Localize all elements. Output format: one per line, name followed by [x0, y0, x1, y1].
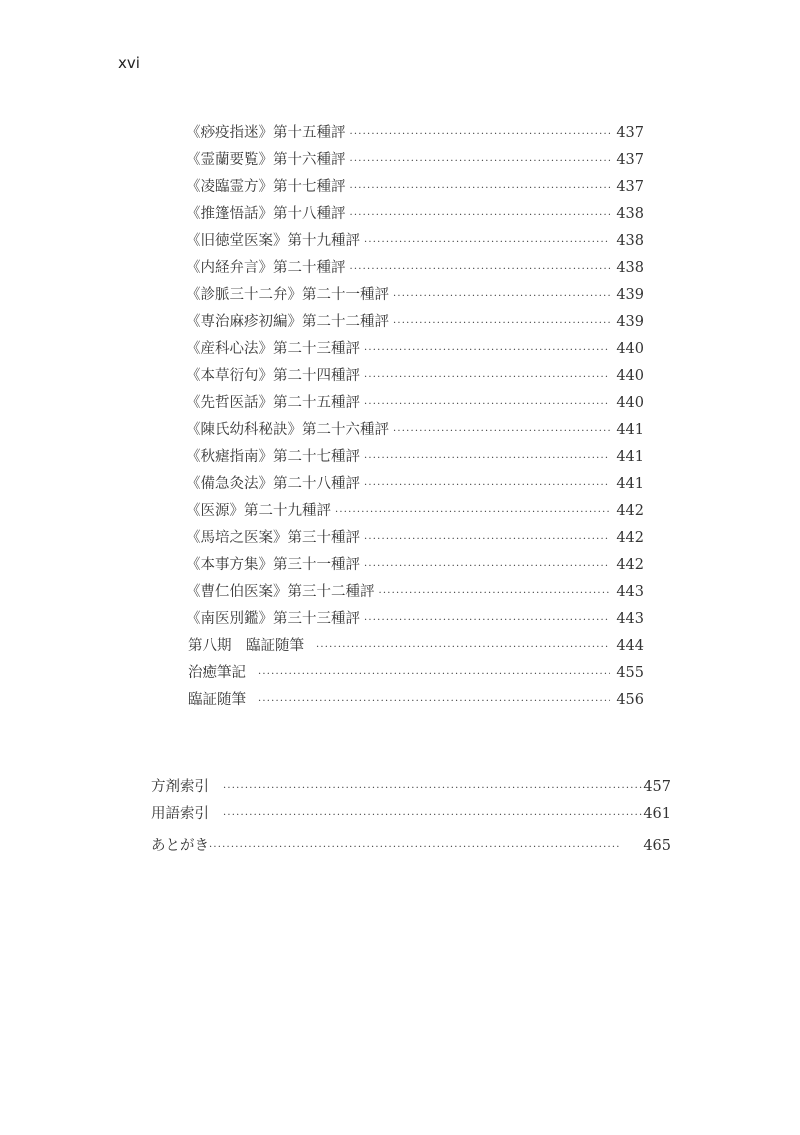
entry-page: 455: [616, 665, 644, 681]
dot-leader: [364, 394, 610, 416]
entry-page: 442: [616, 530, 644, 546]
entry-title: 《陳氏幼科秘訣》第二十六種評: [186, 422, 389, 438]
dot-leader: [335, 502, 610, 524]
entry-page: 438: [616, 206, 644, 222]
entry-page: 442: [616, 557, 644, 573]
toc-entry[interactable]: [186, 230, 644, 252]
entry-page: 440: [616, 341, 644, 357]
dot-leader: [393, 313, 610, 335]
entry-title: 治癒筆記: [188, 665, 246, 681]
dot-leader: [209, 837, 621, 859]
dot-leader: [379, 583, 611, 605]
entry-page: 437: [616, 179, 644, 195]
entry-page: 437: [616, 125, 644, 141]
dot-leader: [364, 475, 610, 497]
toc-entry[interactable]: [186, 581, 644, 603]
dot-leader: [223, 805, 643, 827]
entry-page: 442: [616, 503, 644, 519]
entry-title: 第八期 臨証随筆: [188, 638, 304, 654]
dot-leader: [393, 286, 610, 308]
toc-entry[interactable]: [186, 203, 644, 225]
dot-leader: [223, 778, 643, 800]
entry-title: 《先哲医話》第二十五種評: [186, 395, 360, 411]
toc-entry[interactable]: [186, 284, 644, 306]
entry-title: 《推篷悟話》第十八種評: [186, 206, 346, 222]
entry-page: 444: [616, 638, 644, 654]
toc-entry[interactable]: [186, 365, 644, 387]
toc-entry-term-index[interactable]: [151, 803, 671, 825]
entry-page: 437: [616, 152, 644, 168]
entry-title: 用語索引: [151, 806, 209, 822]
dot-leader: [350, 205, 611, 227]
toc-entry[interactable]: [186, 338, 644, 360]
entry-page: 441: [616, 449, 644, 465]
dot-leader: [316, 637, 610, 659]
page-folio: xvi: [118, 54, 140, 72]
dot-leader: [350, 178, 611, 200]
toc-entry[interactable]: [186, 122, 644, 144]
dot-leader: [364, 448, 610, 470]
dot-leader: [364, 529, 610, 551]
dot-leader: [364, 367, 610, 389]
entry-title: あとがき: [151, 838, 209, 854]
entry-page: 438: [616, 260, 644, 276]
entry-title: 《内経弁言》第二十種評: [186, 260, 346, 276]
entry-page: 441: [616, 422, 644, 438]
entry-title: 方剤索引: [151, 779, 209, 795]
dot-leader: [364, 340, 610, 362]
entry-page: 438: [616, 233, 644, 249]
entry-title: 《曹仁伯医案》第三十二種評: [186, 584, 375, 600]
toc-entry[interactable]: [186, 608, 644, 630]
entry-page: 440: [616, 368, 644, 384]
entry-page: 461: [643, 806, 671, 822]
entry-page: 456: [616, 692, 644, 708]
entry-title: 《旧徳堂医案》第十九種評: [186, 233, 360, 249]
toc-entry[interactable]: [186, 419, 644, 441]
dot-leader: [258, 664, 610, 686]
entry-page: 439: [616, 287, 644, 303]
toc-entry-afterword[interactable]: [151, 835, 671, 857]
entry-title: 《備急灸法》第二十八種評: [186, 476, 360, 492]
entry-title: 《医源》第二十九種評: [186, 503, 331, 519]
dot-leader: [393, 421, 610, 443]
entry-page: 443: [616, 611, 644, 627]
toc-entry[interactable]: [186, 149, 644, 171]
entry-title: 臨証随筆: [188, 692, 246, 708]
entry-page: 465: [643, 838, 671, 854]
entry-title: 《馬培之医案》第三十種評: [186, 530, 360, 546]
dot-leader: [364, 556, 610, 578]
toc-entry[interactable]: [186, 176, 644, 198]
entry-page: 440: [616, 395, 644, 411]
entry-title: 《本事方集》第三十一種評: [186, 557, 360, 573]
toc-entry[interactable]: [188, 689, 644, 711]
dot-leader: [350, 151, 611, 173]
toc-entry[interactable]: [186, 257, 644, 279]
toc-entry[interactable]: [186, 500, 644, 522]
entry-title: 《痧疫指迷》第十五種評: [186, 125, 346, 141]
dot-leader: [350, 124, 611, 146]
entry-page: 441: [616, 476, 644, 492]
toc-entry[interactable]: [186, 527, 644, 549]
toc-entry[interactable]: [186, 311, 644, 333]
entry-title: 《南医別鑑》第三十三種評: [186, 611, 360, 627]
entry-title: 《産科心法》第二十三種評: [186, 341, 360, 357]
toc-entry[interactable]: [186, 473, 644, 495]
toc-entry[interactable]: [186, 554, 644, 576]
entry-page: 439: [616, 314, 644, 330]
entry-title: 《霊蘭要覧》第十六種評: [186, 152, 346, 168]
entry-title: 《凌臨霊方》第十七種評: [186, 179, 346, 195]
toc-entry-formula-index[interactable]: [151, 776, 671, 798]
entry-title: 《秋瘧指南》第二十七種評: [186, 449, 360, 465]
dot-leader: [364, 232, 610, 254]
dot-leader: [364, 610, 610, 632]
toc-entry[interactable]: [186, 446, 644, 468]
toc-section-heading[interactable]: [188, 635, 644, 657]
dot-leader: [350, 259, 611, 281]
entry-title: 《本草衍句》第二十四種評: [186, 368, 360, 384]
toc-entry[interactable]: [186, 392, 644, 414]
entry-page: 443: [616, 584, 644, 600]
entry-title: 《診脈三十二弁》第二十一種評: [186, 287, 389, 303]
entry-page: 457: [643, 779, 671, 795]
toc-entry[interactable]: [188, 662, 644, 684]
dot-leader: [258, 691, 610, 713]
entry-title: 《専治麻疹初編》第二十二種評: [186, 314, 389, 330]
